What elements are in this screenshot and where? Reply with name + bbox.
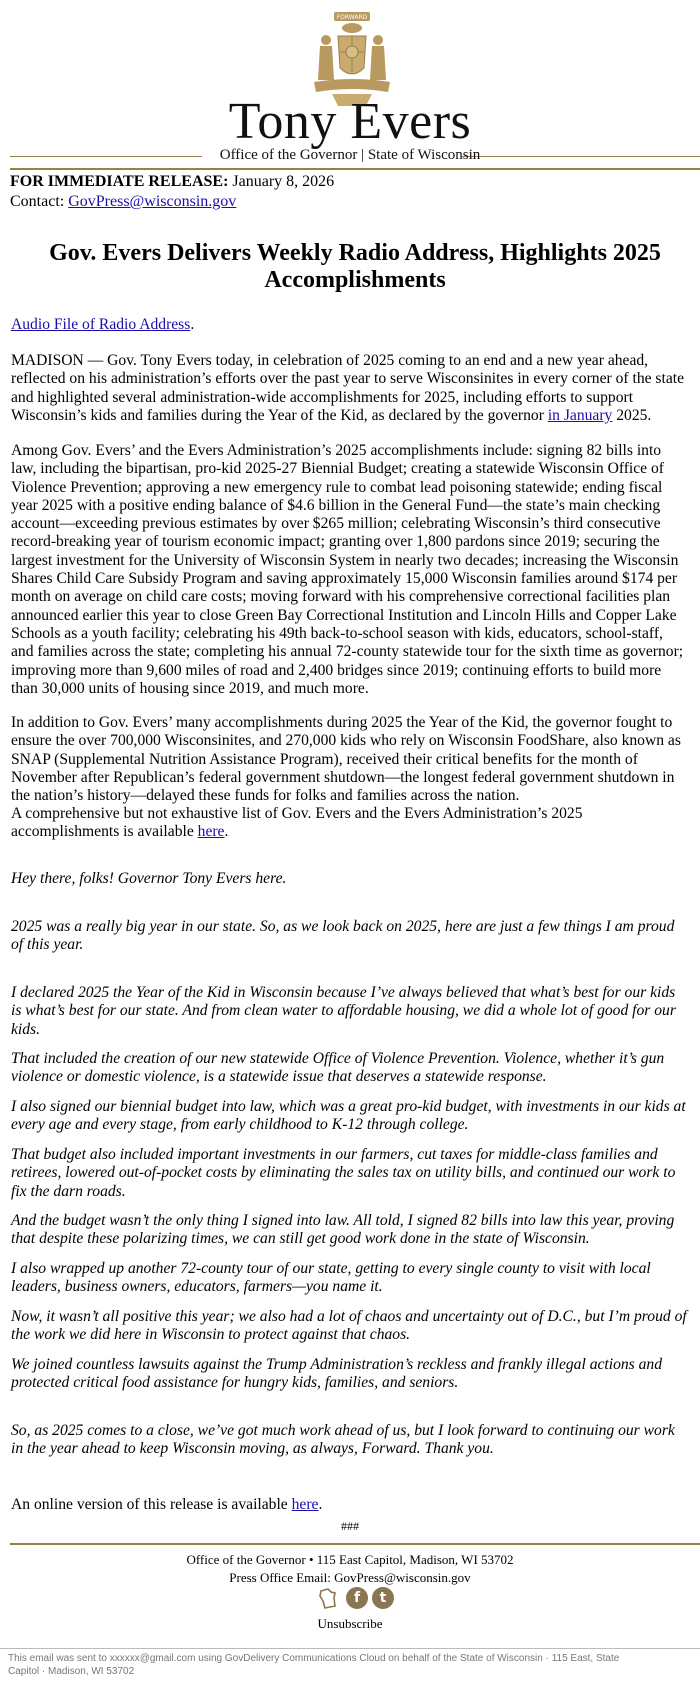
remark-line: retirees, lowered out-of-pocket costs by eliminating the sales tax on utility bills, and continued our work to bbox=[11, 1164, 676, 1182]
accomplishments-line: Among Gov. Evers’ and the Evers Administration’s 2025 accomplishments include: signing 82 bills into bbox=[11, 442, 662, 459]
online-text: . bbox=[318, 1496, 323, 1513]
remark-line: I also wrapped up another 72-county tour of our state, getting to every single county to visit with local bbox=[11, 1260, 651, 1277]
remark-line: I also signed our biennial budget into law, which was a great pro-kid budget, with investments in our kids at bbox=[11, 1098, 686, 1115]
accomplishments-line: Schools as a youth facility; celebrating his 49th back-to-school season with kids, educators, school-staff, bbox=[11, 624, 663, 642]
remark-line: that despite these polarizing times, we can still get good work done in the state of Wisconsin. bbox=[11, 1230, 590, 1248]
end-mark: ### bbox=[341, 1519, 359, 1533]
paragraph-accomplishments bbox=[11, 442, 700, 698]
contact-email-link[interactable]: GovPress@wisconsin.gov bbox=[68, 193, 237, 210]
audio-file-link[interactable]: Audio File of Radio Address bbox=[11, 316, 191, 333]
intro-line bbox=[11, 407, 700, 425]
remark-line: of this year. bbox=[11, 936, 84, 954]
remark-paragraph bbox=[11, 870, 700, 888]
facebook-icon[interactable]: f bbox=[346, 1587, 368, 1609]
disclaimer-rule bbox=[0, 1648, 700, 1649]
intro-line: MADISON — Gov. Tony Evers today, in celebration of 2025 coming to an end and a new year ahead, bbox=[11, 352, 649, 369]
remark-paragraph bbox=[11, 1422, 700, 1459]
audio-period: . bbox=[190, 316, 195, 333]
online-version-line bbox=[11, 1496, 700, 1514]
accomplishments-line: month on average on child care costs; moving forward with his comprehensive correctional facilities plan bbox=[11, 588, 671, 606]
unsubscribe-link[interactable]: Unsubscribe bbox=[317, 1616, 383, 1631]
remark-paragraph bbox=[11, 984, 700, 1039]
remark-paragraph bbox=[11, 1260, 700, 1297]
accomplishments-line: year 2025 with a positive ending balance of $4.6 billion in the General Fund—the state’s main checking bbox=[11, 496, 661, 514]
release-date: January 8, 2026 bbox=[228, 173, 335, 190]
foodshare-line: SNAP (Supplemental Nutrition Assistance Program), received their critical benefits for the month of bbox=[11, 750, 638, 768]
remark-line: the work we did here in Wisconsin to protect against that chaos. bbox=[11, 1326, 411, 1344]
office-subtitle: Office of the Governor | State of Wisconsin bbox=[219, 147, 481, 163]
remark-line: And the budget wasn’t the only thing I signed into law. All told, I signed 82 bills into law this year, proving bbox=[11, 1212, 675, 1229]
foodshare-line: In addition to Gov. Evers’ many accomplishments during 2025 the Year of the Kid, the governor fought to bbox=[11, 714, 673, 731]
remark-line: leaders, business owners, educators, farmers—you name it. bbox=[11, 1278, 383, 1296]
remark-line: violence or domestic violence, is a statewide issue that deserves a statewide response. bbox=[11, 1068, 547, 1086]
release-line bbox=[10, 172, 334, 192]
remark-line: in the year ahead to keep Wisconsin moving, as always, Forward. Thank you. bbox=[11, 1440, 494, 1458]
footer-email: Press Office Email: GovPress@wisconsin.gov bbox=[229, 1570, 471, 1585]
paragraph-list-link bbox=[11, 805, 700, 842]
footer-address: Office of the Governor • 115 East Capitol, Madison, WI 53702 bbox=[186, 1552, 514, 1567]
accomplishments-line: announced earlier this year to close Green Bay Correctional Institution and Lincoln Hills and Copper Lake bbox=[11, 606, 677, 624]
footer-rule bbox=[10, 1543, 700, 1545]
remark-paragraph bbox=[11, 1050, 700, 1087]
foodshare-line: ensure the over 700,000 Wisconsinites, and 270,000 kids who rely on Wisconsin FoodShare, also known as bbox=[11, 732, 681, 750]
contact-line bbox=[10, 192, 236, 212]
disclaimer-text bbox=[8, 1652, 698, 1678]
intro-text: Wisconsin’s kids and families during the Year of the Kid, as declared by the governor bbox=[11, 406, 548, 424]
remark-line: is what’s best for our state. And from clean water to affordable housing, we did a whole lot of good for our bbox=[11, 1002, 676, 1020]
intro-line: reflected on his administration’s efforts over the past year to serve Wisconsinites in every corner of the state bbox=[11, 370, 685, 388]
remark-line: Hey there, folks! Governor Tony Evers here. bbox=[11, 870, 287, 887]
remark-line: fix the darn roads. bbox=[11, 1182, 126, 1200]
title-line-2: Accomplishments bbox=[264, 267, 446, 293]
contact-label: Contact: bbox=[10, 193, 69, 210]
audio-line bbox=[11, 316, 700, 334]
accomplishments-list-link[interactable]: here bbox=[197, 823, 225, 841]
remark-line: That included the creation of our new statewide Office of Violence Prevention. Violence, whether it’s gun bbox=[11, 1050, 665, 1067]
remark-paragraph bbox=[11, 1308, 700, 1345]
remark-paragraph bbox=[11, 1146, 700, 1201]
remark-paragraph bbox=[11, 918, 700, 955]
list-line: A comprehensive but not exhaustive list of Gov. Evers and the Evers Administration’s 2025 bbox=[11, 805, 583, 822]
accomplishments-line: improving more than 9,600 miles of road and 2,400 bridges since 2019; continuing efforts to build more bbox=[11, 661, 662, 679]
remark-line: So, as 2025 comes to a close, we’ve got much work ahead of us, but I look forward to continuing our work bbox=[11, 1422, 675, 1439]
accomplishments-line: largest investment for the University of Wisconsin System in nearly two decades; increasing the Wisconsin bbox=[11, 551, 679, 569]
paragraph-intro bbox=[11, 352, 700, 425]
accomplishments-line: Violence Prevention; approving a new emergency rule to combat lead poisoning statewide; ending fiscal bbox=[11, 478, 663, 496]
release-title bbox=[20, 240, 690, 294]
accomplishments-line: Shares Child Care Subsidy Program and saving approximately 15,000 Wisconsin families around $174 per bbox=[11, 570, 678, 588]
header-rule bbox=[10, 168, 700, 170]
accomplishments-line: and families across the state; completing his annual 72-county statewide tour for the sixth time as governor; bbox=[11, 643, 684, 661]
disclaimer-line: This email was sent to xxxxxx@gmail.com using GovDelivery Communications Cloud on behalf of the State of Wisconsin · 115 East, State bbox=[8, 1653, 620, 1664]
release-label: FOR IMMEDIATE RELEASE: bbox=[10, 173, 229, 190]
governor-name-heading: Tony Evers bbox=[228, 93, 472, 150]
in-january-link[interactable]: in January bbox=[547, 406, 613, 424]
wisconsin-icon[interactable] bbox=[319, 1588, 337, 1609]
remark-line: That budget also included important investments in our farmers, cut taxes for middle-class families and bbox=[11, 1146, 658, 1163]
accomplishments-line: than 30,000 units of housing since 2019, and much more. bbox=[11, 679, 369, 697]
disclaimer-line: Capitol · Madison, WI 53702 bbox=[8, 1666, 135, 1677]
remark-paragraph bbox=[11, 1098, 700, 1135]
remark-line: protected critical food assistance for hungry kids, families, and seniors. bbox=[11, 1374, 459, 1392]
title-line-1: Gov. Evers Delivers Weekly Radio Address, Highlights 2025 bbox=[49, 240, 661, 266]
intro-text: 2025. bbox=[612, 406, 652, 424]
accomplishments-line: law, including the bipartisan, pro-kid 2025-27 Biennial Budget; creating a statewide Wisconsin Office of bbox=[11, 460, 664, 478]
remark-paragraph bbox=[11, 1212, 700, 1249]
online-version-link[interactable]: here bbox=[291, 1496, 319, 1513]
remark-paragraph bbox=[11, 1356, 700, 1393]
accomplishments-line: record-breaking year of tourism economic impact; granting over 1,800 pardons since 2019; securing the bbox=[11, 533, 660, 551]
twitter-icon[interactable]: t bbox=[372, 1587, 394, 1609]
remark-line: Now, it wasn’t all positive this year; we also had a lot of chaos and uncertainty out of D.C., but I’m proud of bbox=[11, 1308, 687, 1325]
list-text: . bbox=[224, 823, 229, 841]
intro-line: and highlighted several administration-wide accomplishments for 2025, including efforts to support bbox=[11, 388, 634, 406]
list-text: accomplishments is available bbox=[11, 823, 198, 841]
remark-line: We joined countless lawsuits against the Trump Administration’s reckless and frankly illegal actions and bbox=[11, 1356, 663, 1373]
remark-line: 2025 was a really big year in our state. So, as we look back on 2025, here are just a few things I am proud bbox=[11, 918, 675, 935]
list-line bbox=[11, 823, 700, 841]
accomplishments-line: account—exceeding previous estimates by over $265 million; celebrating Wisconsin’s third consecutive bbox=[11, 515, 661, 533]
paragraph-foodshare bbox=[11, 714, 700, 805]
remark-line: kids. bbox=[11, 1020, 41, 1038]
seal-banner-text: FORWARD bbox=[336, 14, 368, 21]
remark-line: I declared 2025 the Year of the Kid in Wisconsin because I’ve always believed that what’s best for our kids bbox=[11, 984, 676, 1001]
remark-line: every age and every stage, from early childhood to K-12 through college. bbox=[11, 1116, 469, 1134]
foodshare-line: November after Republican’s federal government shutdown—the longest federal government shutdown in bbox=[11, 768, 675, 786]
foodshare-line: the nation’s history—delayed these funds for folks and families across the nation. bbox=[11, 787, 520, 805]
online-text: An online version of this release is available bbox=[11, 1496, 292, 1513]
